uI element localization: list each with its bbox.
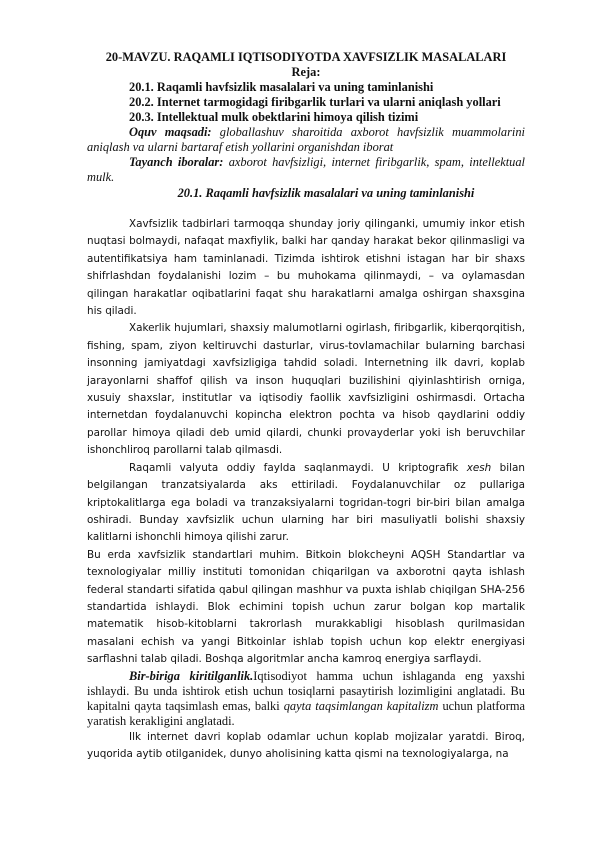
paragraph-3 xyxy=(87,460,525,547)
document-title: 20-MAVZU. RAQAMLI IQTISODIYOTDA XAVFSIZLIK MASALALARI xyxy=(105,50,507,64)
document-page xyxy=(87,50,525,763)
paragraph-6: Ilk internet davri koplab odamlar uchun koplab mojizalar yaratdi. Biroq, yuqorida aytib otilganidek, dunyo aholisining katta qismi na texnologiyalarga, na xyxy=(87,730,525,760)
paragraph-4: Bu erda xavfsizlik standartlari muhim. Bitkoin blokcheyni AQSH Standartlar va texnologiyalar milliy instituti tomonidan chiqarilgan va axborotni qayta ishlash federal standarti sifatida qabul qilingan mashhur va puxta ishlab chiqilgan SHA-256 standartida ishlaydi. Blok echimini topish uchun zarur bolgan kop martalik matematik hisob-kitoblarni takrorlash murakkabligi hisoblash qurilmasidan masalani echish va yangi Bitkoinlar ishlab topish uchun kop elektr energiyasi sarflashni talab qiladi. Boshqa algoritmlar ancha kamroq energiya sarflaydi. xyxy=(87,548,525,666)
learning-goal-label: Oquv maqsadi: xyxy=(129,125,212,139)
learning-goal xyxy=(87,125,525,155)
paragraph-2: Xakerlik hujumlari, shaxsiy malumotlarni ogirlash, firibgarlik, kiberqorqitish, fishing, spam, ziyon keltiruvchi dasturlar, virus-tovlamachilar bularning barchasi insonning jamiyatdagi xavfsizligiga tahdid soladi. Internetning ilk davri, koplab jarayonlarni shaffof qilish va inson huquqlari buzilishini qiyinlashtirish orniga, xusuiy shaxslar, institutlar va iqtisodiy faollik xavfsizligini oshirmasdi. Ortacha internetdan foydalanuvchi kopincha elektron pochta va hisob qaydlarini oddiy parollar himoya qiladi deb umid qilardi, chunki provayderlar yoki ish beruvchilar ishonchliroq parollarni talab qilmasdi. xyxy=(87,322,525,457)
paragraph-3-part-a: Raqamli valyuta oddiy faylda saqlanmaydi. U kriptografik xyxy=(129,461,467,474)
plan-item-2: 20.2. Internet tarmogidagi firibgarlik turlari va ularni aniqlash yollari xyxy=(129,95,501,109)
plan-item-3: 20.3. Intellektual mulk obektlarini himoya qilish tizimi xyxy=(129,110,419,124)
paragraph-3-italic: xesh xyxy=(466,461,492,474)
learning-goal-text: globallashuv sharoitida axborot havfsizlik muammolarini aniqlash va ularni bartaraf etish yollarini organishdan iborat xyxy=(87,125,525,154)
section-heading: 20.1. Raqamli havfsizlik masalalari va uning taminlanishi xyxy=(177,186,475,200)
paragraph-5 xyxy=(87,669,525,729)
paragraph-5-part-a: Iqtisodiyot hamma uchun ishlaganda eng yaxshi ishlaydi. Bu unda ishtirok etish uchun tosiqlarni pasaytirish lozimligini anglatadi. Bu kapitalni qayta taqsimlash emas, balki xyxy=(87,668,525,713)
keywords xyxy=(87,155,525,185)
paragraph-5-italic: qayta taqsimlangan kapitalizm xyxy=(283,698,439,713)
plan-heading: Reja: xyxy=(291,65,321,79)
paragraph-5-label: Bir-biriga kiritilganlik. xyxy=(129,668,254,683)
keywords-label: Tayanch iboralar: xyxy=(129,155,224,169)
paragraph-3-part-b: bilan belgilangan tranzatsiyalarda aks ettiriladi. Foydalanuvchilar oz pullariga kriptokalitlarga ega boladi va tranzaksiyalarni togridan-togri bir-biri bilan amalga oshiradi. Bunday xavfsizlik uchun ularning har biri masuliyatli bolishi shaxsiy kalitlarni ishonchli himoya qilishi zarur. xyxy=(87,461,525,544)
paragraph-1: Xavfsizlik tadbirlari tarmoqqa shunday joriy qilinganki, umumiy inkor etish nuqtasi bolmaydi, nafaqat maxfiylik, balki har qanday harakat bekor qilinmasligi va autentifikatsiya ham taminlanadi. Tizimda ishtirok etishni istagan har bir shaxs shifrlashdan foydalanishi lozim – bu muhokama qilinmaydi, – va oylamasdan qilingan harakatlar oqibatlarini faqat shu harakatlarni amalga oshirgan shaxsgina his qiladi. xyxy=(87,218,525,318)
paragraph-5-part-b: uchun platforma yaratish kerakligini anglatadi. xyxy=(87,698,525,728)
keywords-text: axborot havfsizligi, internet firibgarlik, spam, intellektual mulk. xyxy=(87,155,526,184)
plan-item-1: 20.1. Raqamli havfsizlik masalalari va uning taminlanishi xyxy=(129,80,434,94)
